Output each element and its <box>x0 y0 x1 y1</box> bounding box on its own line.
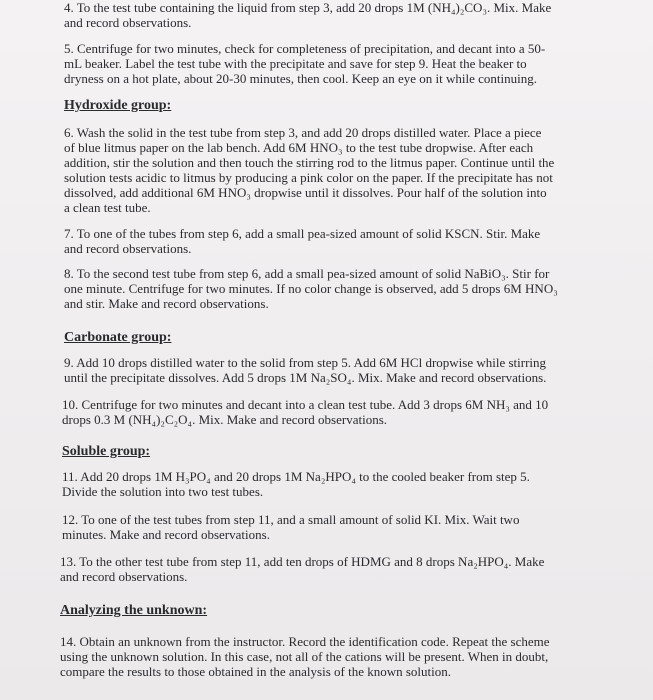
text-line: 10. Centrifuge for two minutes and decant into a clean test tube. Add 3 drops 6M NH₃ and 10 <box>62 397 549 412</box>
text-line: mL beaker. Label the test tube with the precipitate and save for step 9. Heat the beaker to <box>64 56 527 71</box>
step-14-paragraph <box>60 634 550 679</box>
text-line: and record observations. <box>64 15 192 30</box>
step-13-paragraph <box>60 554 544 584</box>
step-7-paragraph <box>64 226 540 256</box>
text-line: 5. Centrifuge for two minutes, check for completeness of precipitation, and decant into a 50- <box>64 41 546 56</box>
text-line: using the unknown solution. In this case, not all of the cations will be present. When in doubt, <box>60 649 549 664</box>
soluble-group-heading: Soluble group: <box>62 444 151 459</box>
text-line: minutes. Make and record observations. <box>62 527 270 542</box>
text-line: 9. Add 10 drops distilled water to the solid from step 5. Add 6M HCl dropwise while stirring <box>64 355 547 370</box>
step-8-paragraph <box>64 266 558 311</box>
text-line: 13. To the other test tube from step 11, add ten drops of HDMG and 8 drops Na₂HPO₄. Make <box>60 554 545 569</box>
step-4-paragraph <box>64 0 551 30</box>
step-12-paragraph <box>62 512 519 542</box>
text-line: of blue litmus paper on the lab bench. Add 6M HNO₃ to the test tube dropwise. After each <box>64 140 534 155</box>
text-line: and record observations. <box>60 569 188 584</box>
text-line: 6. Wash the solid in the test tube from step 3, and add 20 drops distilled water. Place a piece <box>64 125 542 140</box>
carbonate-group-heading: Carbonate group: <box>64 330 172 345</box>
analyzing-unknown-heading: Analyzing the unknown: <box>60 603 208 618</box>
step-6-paragraph <box>64 125 554 215</box>
text-line: compare the results to those obtained in the analysis of the known solution. <box>60 664 452 679</box>
text-line: drops 0.3 M (NH₄)₂C₂O₄. Mix. Make and record observations. <box>62 412 388 427</box>
step-11-paragraph <box>62 469 530 499</box>
text-line: addition, stir the solution and then touch the stirring rod to the litmus paper. Continue until the <box>64 155 555 170</box>
text-line: and stir. Make and record observations. <box>64 296 269 311</box>
text-line: 12. To one of the test tubes from step 11, and a small amount of solid KI. Mix. Wait two <box>62 512 520 527</box>
text-line: and record observations. <box>64 241 192 256</box>
text-line: 11. Add 20 drops 1M H₃PO₄ and 20 drops 1M Na₂HPO₄ to the cooled beaker from step 5. <box>62 469 530 484</box>
text-line: a clean test tube. <box>64 200 151 215</box>
step-9-paragraph <box>64 355 546 385</box>
text-line: 8. To the second test tube from step 6, add a small pea-sized amount of solid NaBiO₃. Stir for <box>64 266 550 281</box>
text-line: solution tests acidic to litmus by producing a pink color on the paper. If the precipitate has not <box>64 170 553 185</box>
hydroxide-group-heading: Hydroxide group: <box>64 98 172 113</box>
step-5-paragraph <box>64 41 545 86</box>
text-line: dryness on a hot plate, about 20-30 minutes, then cool. Keep an eye on it while continuing. <box>64 71 537 86</box>
text-line: until the precipitate dissolves. Add 5 drops 1M Na₂SO₄. Mix. Make and record observations. <box>64 370 547 385</box>
text-line: dissolved, add additional 6M HNO₃ dropwise until it dissolves. Pour half of the solution into <box>64 185 547 200</box>
text-line: 14. Obtain an unknown from the instructor. Record the identification code. Repeat the scheme <box>60 634 550 649</box>
text-line: 4. To the test tube containing the liquid from step 3, add 20 drops 1M (NH₄)₂CO₃. Mix. Make <box>64 0 552 15</box>
text-line: one minute. Centrifuge for two minutes. If no color change is observed, add 5 drops 6M HNO₃ <box>64 281 558 296</box>
text-line: Divide the solution into two test tubes. <box>62 484 264 499</box>
step-10-paragraph <box>62 397 548 427</box>
text-line: 7. To one of the tubes from step 6, add a small pea-sized amount of solid KSCN. Stir. Make <box>64 226 541 241</box>
